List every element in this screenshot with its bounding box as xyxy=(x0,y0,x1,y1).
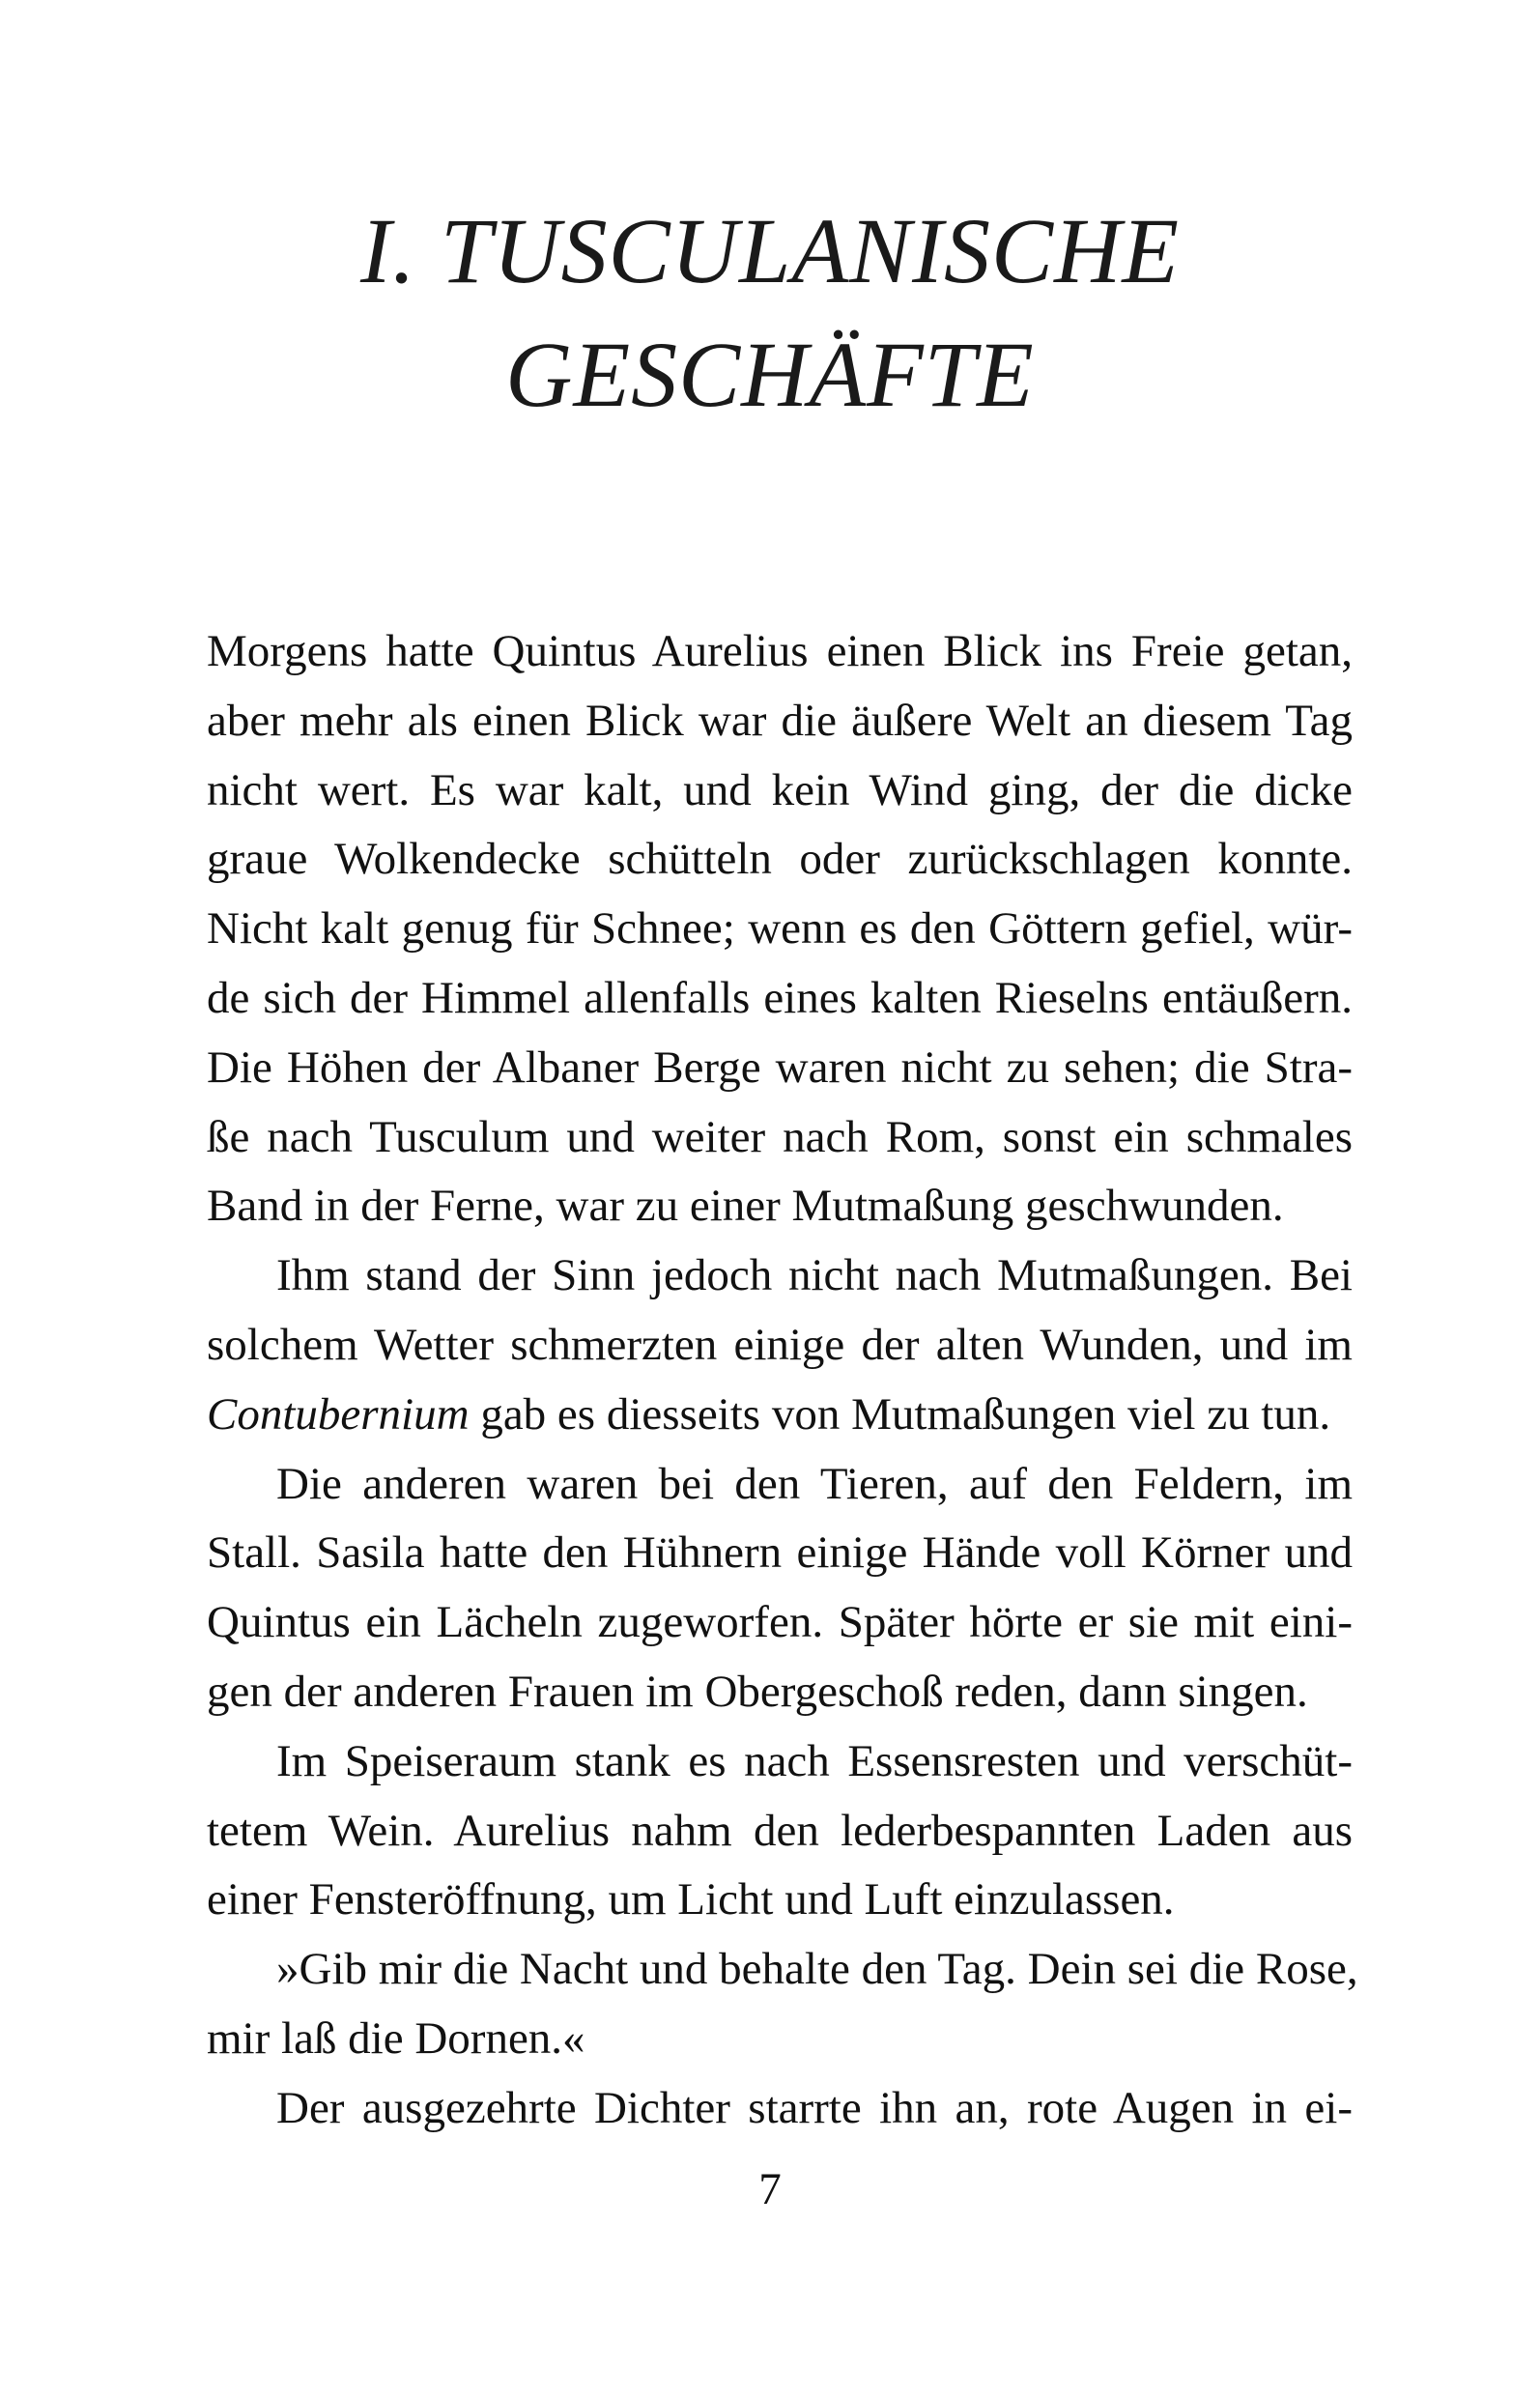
text-line: gen der anderen Frauen im Obergeschoß reden, dann singen. xyxy=(207,1666,1308,1717)
text-line: Morgens hatte Quintus Aurelius einen Blick ins Freie getan, xyxy=(207,626,1353,676)
text-line: Ihm stand der Sinn jedoch nicht nach Mutmaßungen. Bei xyxy=(276,1250,1353,1301)
text-line: graue Wolkendecke schütteln oder zurückschlagen konnte. xyxy=(207,834,1353,885)
text-line: »Gib mir die Nacht und behalte den Tag. Dein sei die Rose, xyxy=(276,1944,1358,1995)
chapter-title xyxy=(0,189,1540,437)
chapter-title-line-1: I. TUSCULANISCHE xyxy=(359,199,1181,302)
text-line: aber mehr als einen Blick war die äußere Welt an diesem Tag xyxy=(207,695,1353,746)
text-line-rest: gab es diesseits von Mutmaßungen viel zu tun. xyxy=(480,1388,1331,1440)
text-line: einer Fensteröffnung, um Licht und Luft einzulassen. xyxy=(207,1874,1175,1925)
text-line: de sich der Himmel allenfalls eines kalten Rieselns entäußern. xyxy=(207,972,1353,1023)
body-text xyxy=(207,617,1358,2144)
text-line: mir laß die Dornen.« xyxy=(207,2012,585,2064)
text-line: solchem Wetter schmerzten einige der alten Wunden, und im xyxy=(207,1319,1353,1370)
text-line: Die Höhen der Albaner Berge waren nicht zu sehen; die Stra- xyxy=(207,1041,1353,1093)
text-line: Stall. Sasila hatte den Hühnern einige Hände voll Körner und xyxy=(207,1527,1353,1579)
page-number: 7 xyxy=(758,2164,782,2214)
text-line: tetem Wein. Aurelius nahm den lederbespannten Laden aus xyxy=(207,1805,1353,1856)
text-line: Band in der Ferne, war zu einer Mutmaßung geschwunden. xyxy=(207,1181,1284,1232)
italic-term: Contubernium xyxy=(207,1388,470,1440)
text-line: ße nach Tusculum und weiter nach Rom, sonst ein schmales xyxy=(207,1111,1353,1162)
text-line: Die anderen waren bei den Tieren, auf den Feldern, im xyxy=(276,1458,1353,1509)
text-line-with-italic xyxy=(207,1381,1353,1450)
chapter-title-line-2: GESCHÄFTE xyxy=(505,323,1035,426)
text-line: Quintus ein Lächeln zugeworfen. Später hörte er sie mit eini- xyxy=(207,1597,1353,1648)
text-line: Der ausgezehrte Dichter starrte ihn an, rote Augen in ei- xyxy=(276,2082,1353,2133)
text-line: Nicht kalt genug für Schnee; wenn es den Göttern gefiel, wür- xyxy=(207,903,1353,955)
text-line: nicht wert. Es war kalt, und kein Wind ging, der die dicke xyxy=(207,764,1353,815)
text-line: Im Speiseraum stank es nach Essensresten und verschüt- xyxy=(276,1735,1353,1786)
